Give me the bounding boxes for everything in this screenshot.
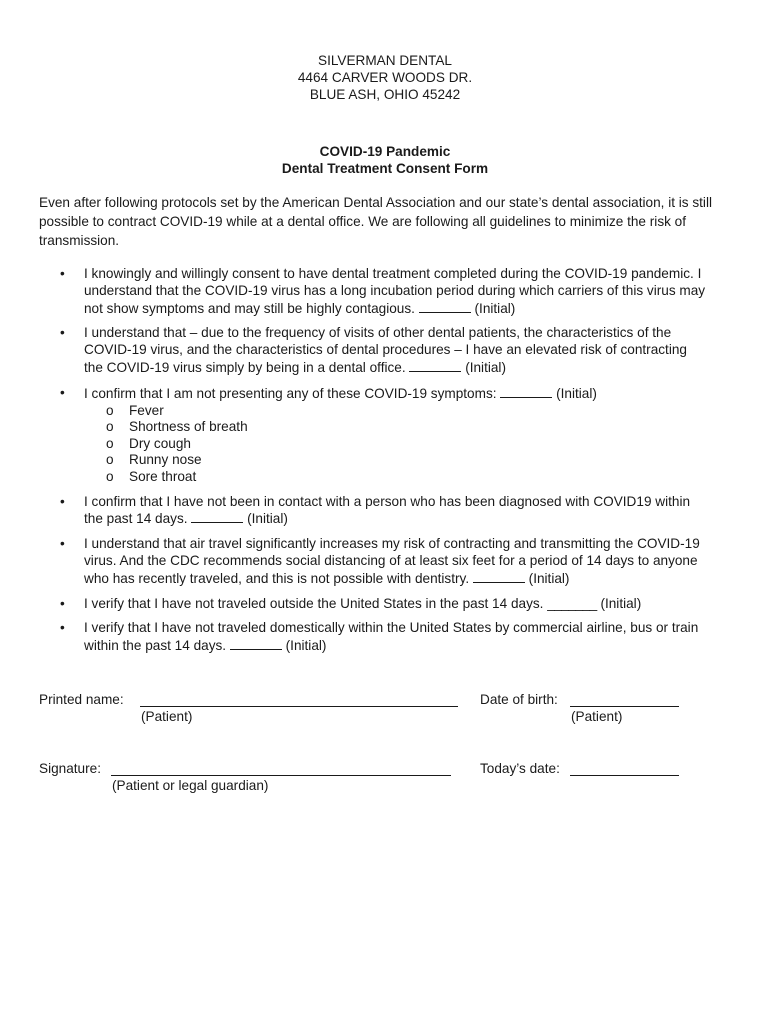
practice-city: BLUE ASH, OHIO 45242 xyxy=(309,87,461,102)
consent-item-text: I knowingly and willingly consent to have dental treatment completed during the COVID-19 pandemic. I understand that the COVID-19 virus has a long incubation period during which carriers of this virus may not show symptoms and may still be highly contagious. xyxy=(84,266,706,316)
initial-blank[interactable] xyxy=(191,510,243,523)
initial-blank[interactable] xyxy=(500,385,552,398)
sub-bullet-icon: o xyxy=(106,468,114,484)
signature-sub: (Patient or legal guardian) xyxy=(112,778,269,793)
consent-item xyxy=(0,325,709,376)
symptom-item xyxy=(84,436,709,453)
initial-blank[interactable] xyxy=(473,570,525,583)
bullet-icon: • xyxy=(60,325,65,341)
consent-item xyxy=(0,385,709,486)
initial-blank[interactable]: _______ xyxy=(547,595,597,611)
signature-field[interactable] xyxy=(111,775,451,776)
dob-label: Date of birth: xyxy=(480,692,558,707)
initial-blank[interactable] xyxy=(409,359,461,372)
bullet-icon: • xyxy=(60,536,65,552)
printed-name-sub: (Patient) xyxy=(141,709,193,724)
bullet-icon: • xyxy=(60,493,65,509)
symptom-text: Runny nose xyxy=(129,452,202,468)
intro-paragraph: Even after following protocols set by the American Dental Association and our state’s dental association, it is still possible to contract COVID-19 while at a dental office. We are following all guidelines to minimize the risk of transmission. xyxy=(39,195,712,248)
initial-label: (Initial) xyxy=(600,595,642,611)
consent-item xyxy=(0,494,709,529)
initial-label: (Initial) xyxy=(465,359,506,375)
initial-label: (Initial) xyxy=(474,300,516,316)
symptom-item xyxy=(84,403,709,420)
consent-item-text: I confirm that I have not been in contact with a person who has been diagnosed with COVID19 within the past 14 days. xyxy=(84,493,691,527)
consent-item-text: I confirm that I am not presenting any of these COVID-19 symptoms: xyxy=(84,385,497,401)
initial-blank[interactable] xyxy=(419,300,471,313)
practice-name: SILVERMAN DENTAL xyxy=(318,53,452,68)
bullet-icon: • xyxy=(60,384,65,400)
consent-list xyxy=(0,266,770,663)
form-title-line1: COVID-19 Pandemic xyxy=(319,144,451,159)
symptom-item xyxy=(84,469,709,486)
practice-header xyxy=(0,52,770,103)
initial-label: (Initial) xyxy=(285,638,327,654)
form-title-line2: Dental Treatment Consent Form xyxy=(281,161,489,176)
consent-item xyxy=(0,596,709,613)
signature-label: Signature: xyxy=(39,761,101,776)
consent-item xyxy=(0,266,709,317)
consent-item-text: I verify that I have not traveled outside the United States in the past 14 days. xyxy=(84,595,544,611)
bullet-icon: • xyxy=(60,266,65,281)
consent-item xyxy=(0,620,709,655)
consent-item-text: I understand that – due to the frequency of visits of other dental patients, the characteristics of the COVID-19 virus, and the characteristics of dental procedures – I have an elevated risk of contracting the COVID-19 virus simply by being in a dental office. xyxy=(84,325,687,375)
practice-street: 4464 CARVER WOODS DR. xyxy=(297,70,473,85)
sub-bullet-icon: o xyxy=(106,435,114,451)
dob-sub: (Patient) xyxy=(571,709,623,724)
initial-label: (Initial) xyxy=(247,511,288,527)
today-date-label: Today’s date: xyxy=(480,761,560,776)
symptom-text: Shortness of breath xyxy=(129,419,248,435)
symptom-text: Sore throat xyxy=(129,468,197,484)
sub-bullet-icon: o xyxy=(106,452,114,468)
initial-label: (Initial) xyxy=(528,570,570,586)
symptom-text: Dry cough xyxy=(129,435,191,451)
dob-field[interactable] xyxy=(570,706,679,707)
sub-bullet-icon: o xyxy=(106,419,114,435)
symptom-item xyxy=(84,419,709,436)
initial-label: (Initial) xyxy=(556,385,597,401)
bullet-icon: • xyxy=(60,620,65,636)
consent-item-text: I understand that air travel significantly increases my risk of contracting and transmitting the COVID-19 virus. And the CDC recommends social distancing of at least six feet for a period of 14 days to anyone who has recently traveled, and this is not possible with dentistry. xyxy=(84,536,700,586)
consent-item xyxy=(0,536,709,587)
printed-name-label: Printed name: xyxy=(39,692,124,707)
initial-blank[interactable] xyxy=(230,637,282,650)
consent-item-text: I verify that I have not traveled domestically within the United States by commercial airline, bus or train within the past 14 days. xyxy=(84,620,699,654)
symptom-text: Fever xyxy=(129,402,164,418)
form-title xyxy=(0,143,770,177)
symptom-item xyxy=(84,452,709,469)
today-date-field[interactable] xyxy=(570,775,679,776)
sub-bullet-icon: o xyxy=(106,402,114,418)
symptom-list xyxy=(84,403,709,486)
bullet-icon: • xyxy=(60,595,65,611)
printed-name-field[interactable] xyxy=(140,706,458,707)
